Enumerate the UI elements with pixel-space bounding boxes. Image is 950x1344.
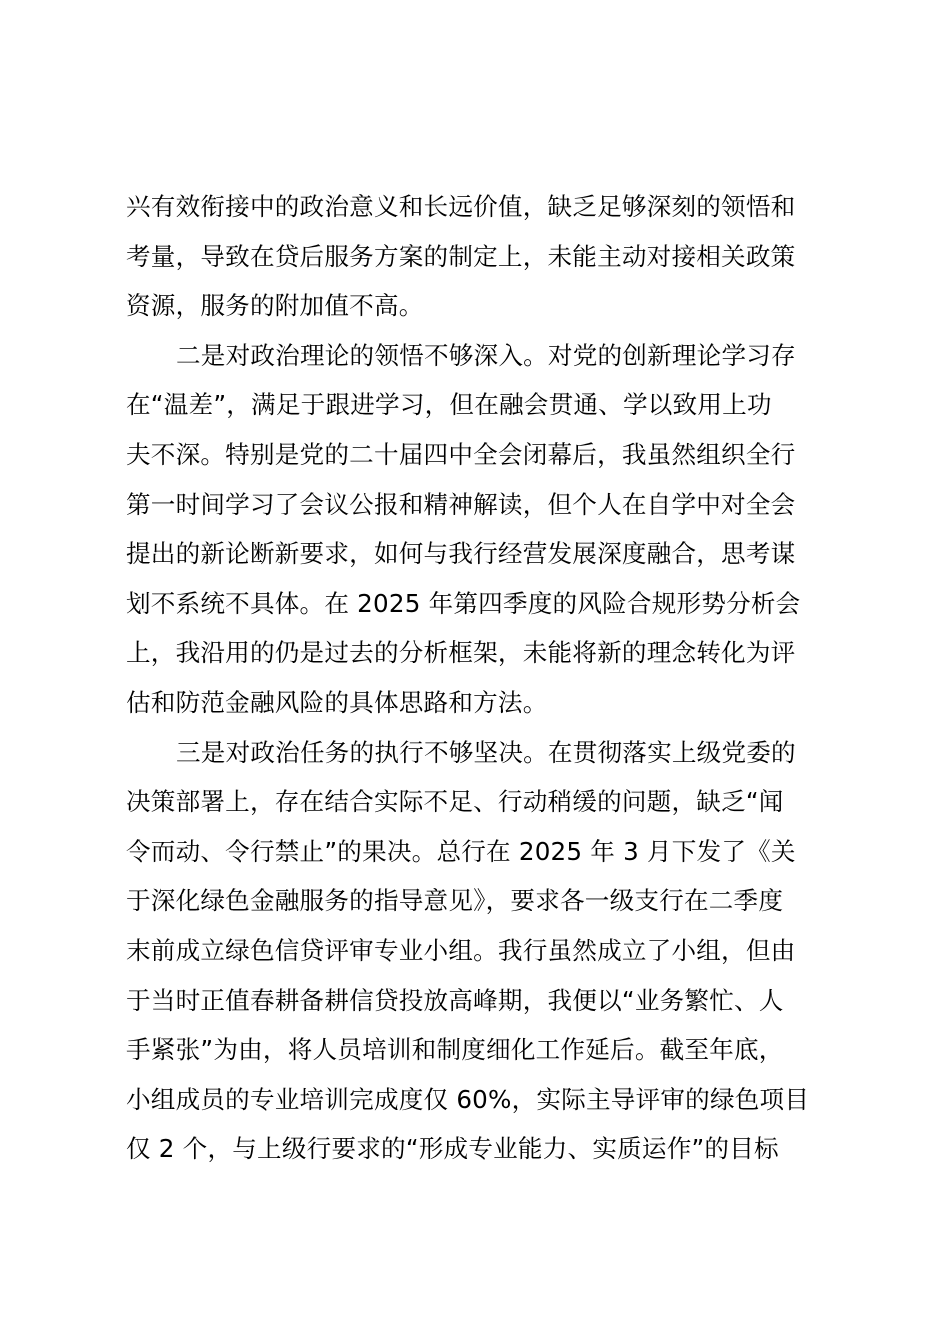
text-line: 决策部署上，存在结合实际不足、行动稍缓的问题，缺乏“闻	[126, 787, 784, 817]
text-line: 兴有效衔接中的政治意义和长远价值，缺乏足够深刻的领悟和	[126, 192, 796, 221]
text-line: 估和防范金融风险的具体思路和方法。	[126, 687, 548, 717]
text-line: 提出的新论断新要求，如何与我行经营发展深度融合，思考谋	[126, 539, 796, 569]
paragraph-continuation	[126, 182, 836, 331]
text-line: 末前成立绿色信贷评审专业小组。我行虽然成立了小组，但由	[126, 935, 796, 965]
text-line: 夫不深。特别是党的二十届四中全会闭幕后，我虽然组织全行	[126, 439, 796, 469]
paragraph-political-theory	[126, 331, 836, 728]
text-line-first: 二是对政治理论的领悟不够深入。对党的创新理论学习存	[176, 340, 796, 370]
text-line-first: 三是对政治任务的执行不够坚决。在贯彻落实上级党委的	[176, 737, 796, 767]
text-line: 上，我沿用的仍是过去的分析框架，未能将新的理念转化为评	[126, 638, 796, 668]
text-line: 在“温差”，满足于跟进学习，但在融会贯通、学以致用上功	[126, 390, 772, 420]
text-line: 第一时间学习了会议公报和精神解读，但个人在自学中对全会	[126, 489, 796, 519]
text-line: 手紧张”为由，将人员培训和制度细化工作延后。截至年底，	[126, 1035, 784, 1065]
text-line: 考量，导致在贷后服务方案的制定上，未能主动对接相关政策	[126, 241, 796, 271]
paragraph-political-execution	[126, 728, 836, 1174]
document-page	[126, 182, 836, 1174]
text-line: 划不系统不具体。在 2025 年第四季度的风险合规形势分析会	[126, 588, 801, 618]
text-line: 于当时正值春耕备耕信贷投放高峰期，我便以“业务繁忙、人	[126, 985, 784, 1015]
text-line: 资源，服务的附加值不高。	[126, 291, 424, 321]
text-line: 令而动、令行禁止”的果决。总行在 2025 年 3 月下发了《关	[126, 836, 796, 866]
text-line: 仅 2 个，与上级行要求的“形成专业能力、实质运作”的目标	[126, 1134, 779, 1164]
text-line: 于深化绿色金融服务的指导意见》，要求各一级支行在二季度	[126, 886, 784, 916]
text-line: 小组成员的专业培训完成度仅 60%，实际主导评审的绿色项目	[126, 1084, 810, 1114]
